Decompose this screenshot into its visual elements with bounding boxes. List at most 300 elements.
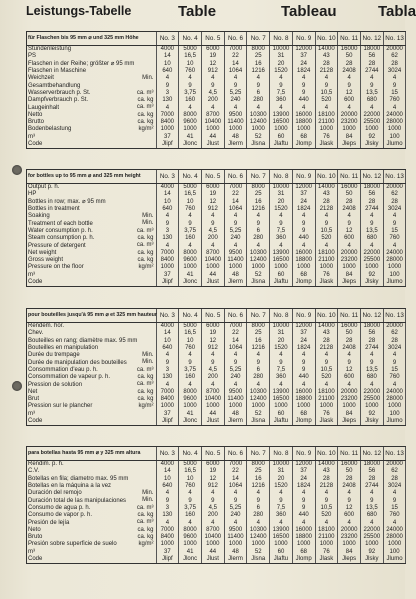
value-cell: 18100 [315, 112, 338, 119]
value-cell: 1000 [179, 403, 202, 410]
value-cell: 240 [224, 97, 247, 104]
row-unit: ca. kg [137, 526, 154, 533]
value-cell: 100 [383, 272, 406, 279]
row-label-cell [27, 75, 156, 82]
value-cell: 1000 [247, 126, 270, 133]
value-cell: 10,5 [315, 228, 338, 235]
value-cell: Jlerm [224, 418, 247, 426]
model-column-header: No. 6 [224, 170, 247, 184]
value-cell: 200 [201, 97, 224, 104]
value-cell: 760 [179, 345, 202, 352]
value-cell: 16000 [338, 184, 361, 192]
row-label: Water consumption p. h. [28, 227, 93, 234]
value-cell: 4 [247, 213, 270, 220]
value-cell: 4 [224, 213, 247, 220]
value-cell: Jlsna [247, 279, 270, 287]
value-cell: 2744 [360, 206, 383, 213]
value-cell: 1824 [292, 483, 315, 490]
value-cell: 1000 [338, 541, 361, 548]
model-column-header: No. 7 [247, 32, 270, 46]
row-label: Botellas en la máquina a la vez [28, 483, 112, 490]
model-column-header: No. 5 [201, 170, 224, 184]
row-label: C.V. [28, 468, 40, 475]
value-cell: 9 [338, 497, 361, 504]
value-cell: Jlsky [360, 418, 383, 426]
value-cell: 50 [338, 191, 361, 198]
value-cell: 24000 [383, 389, 406, 396]
value-cell: 1520 [270, 345, 293, 352]
value-cell: 4 [338, 242, 361, 249]
value-cell: 4 [270, 104, 293, 111]
value-cell: 9 [315, 497, 338, 504]
value-cell: 9 [224, 359, 247, 366]
table-row [27, 206, 406, 213]
value-cell: 28 [315, 476, 338, 483]
section-spanish [26, 446, 406, 564]
model-column-header: No. 12 [360, 170, 383, 184]
section-english [26, 169, 406, 287]
row-label: Net weight [28, 249, 57, 256]
model-column-header: No. 7 [247, 309, 270, 323]
row-label: Net [28, 388, 38, 395]
table-row [27, 519, 406, 526]
value-cell: 28000 [383, 257, 406, 264]
value-cell: 9 [338, 359, 361, 366]
value-cell: 18100 [315, 527, 338, 534]
value-cell: 9500 [224, 250, 247, 257]
value-cell: Jleps [338, 279, 361, 287]
value-cell: 8000 [247, 46, 270, 54]
value-cell: 5000 [179, 461, 202, 469]
value-cell: 640 [156, 345, 179, 352]
value-cell: 14000 [315, 323, 338, 331]
value-cell: 360 [270, 235, 293, 242]
section-title: für Flaschen bis 95 mm ⌀ und 325 mm Höhe [27, 32, 156, 46]
value-cell: 13,5 [360, 228, 383, 235]
value-cell: 240 [224, 235, 247, 242]
model-column-header: No. 10 [315, 32, 338, 46]
row-label: Code [28, 418, 43, 424]
table-row [27, 367, 406, 374]
value-cell: 52 [247, 134, 270, 141]
value-cell: 10300 [247, 527, 270, 534]
value-cell: 9 [179, 82, 202, 89]
value-cell: 4 [360, 519, 383, 526]
row-label: Netto [28, 111, 43, 118]
value-cell: 4 [156, 75, 179, 82]
value-cell: 20000 [338, 250, 361, 257]
model-column-header: No. 4 [179, 447, 202, 461]
table-row [27, 184, 406, 192]
value-cell: 5000 [179, 323, 202, 331]
value-cell: 7000 [156, 527, 179, 534]
value-cell: 4,5 [201, 228, 224, 235]
table-row [27, 497, 406, 504]
value-cell: 15 [383, 228, 406, 235]
row-label: Laugeinhalt [28, 104, 60, 111]
value-cell: 1000 [224, 126, 247, 133]
value-cell: Jlaftu [270, 556, 293, 564]
table-row [27, 389, 406, 396]
value-cell: 19 [201, 53, 224, 60]
row-label: Flaschen in der Reihe; größter ⌀ 95 mm [28, 60, 135, 67]
value-cell: 1000 [201, 264, 224, 271]
table-row [27, 396, 406, 403]
value-cell: 1000 [338, 264, 361, 271]
value-cell: 7,5 [270, 228, 293, 235]
row-unit: kg/m² [138, 541, 154, 548]
table-row [27, 476, 406, 483]
value-cell: 9 [292, 359, 315, 366]
value-cell: 20000 [383, 461, 406, 469]
value-cell: 4000 [156, 323, 179, 331]
spec-table [27, 32, 406, 149]
value-cell: 44 [201, 549, 224, 556]
value-cell: 52 [247, 272, 270, 279]
row-label-cell [27, 381, 156, 388]
table-row [27, 104, 406, 111]
value-cell: 16 [247, 61, 270, 68]
value-cell: 4 [179, 352, 202, 359]
value-cell: 200 [201, 374, 224, 381]
value-cell: 4 [360, 242, 383, 249]
value-cell: 2744 [360, 483, 383, 490]
value-cell: 4 [247, 352, 270, 359]
value-cell: 76 [315, 272, 338, 279]
value-cell: 7,5 [270, 505, 293, 512]
value-cell: Jlomp [292, 418, 315, 426]
value-cell: 28 [360, 476, 383, 483]
value-cell: 4 [383, 104, 406, 111]
value-cell: 7000 [156, 112, 179, 119]
value-cell: 16000 [292, 112, 315, 119]
table-row [27, 556, 406, 564]
value-cell: 1216 [247, 483, 270, 490]
value-cell: 8000 [247, 184, 270, 192]
value-cell: 520 [315, 512, 338, 519]
value-cell: 13900 [270, 527, 293, 534]
value-cell: 9 [292, 505, 315, 512]
value-cell: 43 [315, 468, 338, 475]
value-cell: Jlumo [383, 141, 406, 149]
value-cell: 4 [156, 104, 179, 111]
value-cell: 19 [201, 191, 224, 198]
value-cell: 9 [315, 220, 338, 227]
table-row [27, 213, 406, 220]
value-cell: 12 [338, 228, 361, 235]
value-cell: 10 [179, 61, 202, 68]
value-cell: 37 [156, 134, 179, 141]
table-row [27, 374, 406, 381]
row-label-cell [27, 359, 156, 366]
value-cell: 4 [360, 352, 383, 359]
row-label-cell [27, 505, 156, 512]
value-cell: 240 [224, 374, 247, 381]
value-cell: 20 [270, 476, 293, 483]
value-cell: 8700 [201, 112, 224, 119]
value-cell: 16500 [270, 534, 293, 541]
value-cell: 9500 [224, 389, 247, 396]
model-column-header: No. 12 [360, 309, 383, 323]
value-cell: Jlerm [224, 556, 247, 564]
table-row [27, 228, 406, 235]
value-cell: Jlsky [360, 141, 383, 149]
value-cell: 16000 [338, 323, 361, 331]
value-cell: 1824 [292, 206, 315, 213]
value-cell: Jlask [315, 279, 338, 287]
row-label: Consumo de vapor p. h. [28, 512, 93, 519]
value-cell: 4,5 [201, 367, 224, 374]
value-cell: 15 [383, 367, 406, 374]
value-cell: 4 [201, 490, 224, 497]
table-row [27, 199, 406, 206]
value-cell: 43 [315, 191, 338, 198]
row-label: Presión de lejía [28, 519, 70, 526]
value-cell: 3024 [383, 483, 406, 490]
row-label: Weichzeit [28, 75, 54, 82]
value-cell: 4 [179, 381, 202, 388]
value-cell: 9 [247, 359, 270, 366]
value-cell: 2744 [360, 68, 383, 75]
value-cell: 76 [315, 411, 338, 418]
value-cell: 4 [360, 75, 383, 82]
value-cell: 18800 [292, 257, 315, 264]
value-cell: 9 [201, 497, 224, 504]
value-cell: 12 [338, 505, 361, 512]
value-cell: 1000 [179, 541, 202, 548]
row-unit: ca. m³ [136, 104, 154, 111]
value-cell: 37 [292, 468, 315, 475]
row-unit: kg/m² [138, 264, 154, 271]
value-cell: 160 [179, 374, 202, 381]
value-cell: 28 [383, 61, 406, 68]
value-cell: 22 [224, 191, 247, 198]
value-cell: 3024 [383, 206, 406, 213]
value-cell: 280 [247, 512, 270, 519]
value-cell: 1000 [270, 126, 293, 133]
value-cell: 5,25 [224, 228, 247, 235]
value-cell: 68 [292, 134, 315, 141]
value-cell: 8000 [179, 112, 202, 119]
value-cell: 1000 [292, 126, 315, 133]
value-cell: Jlsna [247, 556, 270, 564]
value-cell: 8000 [247, 323, 270, 331]
value-cell: 1000 [270, 403, 293, 410]
value-cell: 10 [179, 476, 202, 483]
value-cell: 10300 [247, 112, 270, 119]
table-row [27, 112, 406, 119]
value-cell: 4 [292, 104, 315, 111]
value-cell: 4 [315, 242, 338, 249]
value-cell: 100 [383, 134, 406, 141]
value-cell: 4 [315, 213, 338, 220]
value-cell: 9 [292, 497, 315, 504]
table-row [27, 468, 406, 475]
row-label-cell [27, 497, 156, 504]
value-cell: 56 [360, 191, 383, 198]
value-cell: 1000 [156, 264, 179, 271]
value-cell: 12000 [292, 46, 315, 54]
value-cell: 56 [360, 468, 383, 475]
value-cell: 10 [179, 199, 202, 206]
value-cell: 20000 [338, 527, 361, 534]
value-cell: 760 [383, 374, 406, 381]
value-cell: 22 [224, 53, 247, 60]
value-cell: 3 [156, 90, 179, 97]
value-cell: 9 [247, 220, 270, 227]
value-cell: 4 [292, 352, 315, 359]
value-cell: 60 [270, 134, 293, 141]
model-column-header: No. 13 [383, 32, 406, 46]
value-cell: 25 [247, 191, 270, 198]
value-cell: Jlipf [156, 418, 179, 426]
value-cell: 4 [179, 104, 202, 111]
row-label-cell [27, 323, 156, 331]
value-cell: 9 [383, 220, 406, 227]
row-unit: ca. kg [137, 512, 154, 519]
value-cell: 18000 [360, 323, 383, 331]
value-cell: 9 [383, 497, 406, 504]
value-cell: 9500 [224, 112, 247, 119]
value-cell: 6 [247, 228, 270, 235]
value-cell: 76 [315, 134, 338, 141]
table-row [27, 323, 406, 331]
value-cell: 25500 [360, 119, 383, 126]
model-column-header: No. 8 [270, 32, 293, 46]
value-cell: 680 [360, 97, 383, 104]
value-cell: 31 [270, 330, 293, 337]
value-cell: 4 [201, 213, 224, 220]
value-cell: 25 [247, 53, 270, 60]
value-cell: 6 [247, 367, 270, 374]
value-cell: 28 [338, 199, 361, 206]
value-cell: 4 [201, 75, 224, 82]
row-label-cell [27, 191, 156, 198]
row-label: Bodenbelastung [28, 126, 72, 133]
value-cell: 360 [270, 97, 293, 104]
value-cell: 4 [292, 381, 315, 388]
value-cell: 9 [156, 82, 179, 89]
value-cell: 1000 [270, 264, 293, 271]
value-cell: 1000 [156, 126, 179, 133]
section-title: pour bouteilles jusqu'à 95 mm ⌀ et 325 mm hauteur [27, 309, 156, 323]
value-cell: 1000 [270, 541, 293, 548]
value-cell: 5000 [179, 184, 202, 192]
row-label-cell [27, 534, 156, 541]
value-cell: 48 [224, 411, 247, 418]
value-cell: 11400 [224, 257, 247, 264]
value-cell: 2408 [338, 68, 361, 75]
value-cell: 3,75 [179, 228, 202, 235]
model-column-header: No. 9 [292, 309, 315, 323]
row-label-cell [27, 512, 156, 519]
model-column-header: No. 3 [156, 32, 179, 46]
value-cell: 4 [338, 104, 361, 111]
value-cell: 130 [156, 512, 179, 519]
value-cell: 22000 [360, 389, 383, 396]
value-cell: 4 [201, 519, 224, 526]
value-cell: 12 [338, 90, 361, 97]
value-cell: 43 [315, 53, 338, 60]
model-column-header: No. 5 [201, 309, 224, 323]
value-cell: 9 [360, 497, 383, 504]
value-cell: 8400 [156, 119, 179, 126]
value-cell: 56 [360, 53, 383, 60]
value-cell: 14000 [315, 461, 338, 469]
table-row [27, 53, 406, 60]
value-cell: 360 [270, 512, 293, 519]
value-cell: 60 [270, 411, 293, 418]
value-cell: 1000 [201, 541, 224, 548]
value-cell: 50 [338, 330, 361, 337]
row-label: Neto [28, 526, 41, 533]
value-cell: 19 [201, 330, 224, 337]
value-cell: 1000 [201, 126, 224, 133]
value-cell: 10400 [201, 396, 224, 403]
model-column-header: No. 4 [179, 170, 202, 184]
value-cell: Jlask [315, 141, 338, 149]
value-cell: 44 [201, 411, 224, 418]
row-label-cell [27, 68, 156, 75]
row-unit: ca. kg [137, 235, 154, 242]
value-cell: 21100 [315, 119, 338, 126]
model-column-header: No. 10 [315, 170, 338, 184]
value-cell: 37 [156, 549, 179, 556]
value-cell: 28 [315, 199, 338, 206]
table-row [27, 403, 406, 410]
value-cell: 9500 [224, 527, 247, 534]
value-cell: Jlust [201, 556, 224, 564]
row-label: Soaking [28, 213, 50, 220]
value-cell: 4 [179, 75, 202, 82]
value-cell: 9 [315, 82, 338, 89]
value-cell: 440 [292, 235, 315, 242]
value-cell: 14 [224, 199, 247, 206]
value-cell: 9 [292, 220, 315, 227]
value-cell: 23200 [338, 396, 361, 403]
row-unit: ca. kg [137, 249, 154, 256]
value-cell: 25500 [360, 534, 383, 541]
row-label-cell [27, 461, 156, 469]
value-cell: 28 [383, 338, 406, 345]
row-label-cell [27, 257, 156, 264]
value-cell: 10400 [201, 257, 224, 264]
table-row [27, 505, 406, 512]
value-cell: 21100 [315, 534, 338, 541]
value-cell: 56 [360, 330, 383, 337]
table-row [27, 549, 406, 556]
model-column-header: No. 13 [383, 309, 406, 323]
value-cell: 3,75 [179, 90, 202, 97]
row-label-cell [27, 367, 156, 374]
value-cell: 60 [270, 549, 293, 556]
value-cell: 4 [383, 75, 406, 82]
value-cell: 1000 [247, 264, 270, 271]
value-cell: 1824 [292, 345, 315, 352]
value-cell: 28 [383, 199, 406, 206]
value-cell: 16 [247, 199, 270, 206]
value-cell: 520 [315, 235, 338, 242]
value-cell: 16000 [292, 389, 315, 396]
value-cell: 4 [315, 352, 338, 359]
row-label: Durée du trempage [28, 352, 80, 359]
row-label: Bottles in row; max. ⌀ 95 mm [28, 198, 106, 205]
value-cell: 24 [292, 338, 315, 345]
value-cell: 7000 [224, 323, 247, 331]
value-cell: 8000 [247, 461, 270, 469]
row-label: HP [28, 191, 37, 198]
row-label: Durée de manipulation des bouteilles [28, 359, 127, 366]
